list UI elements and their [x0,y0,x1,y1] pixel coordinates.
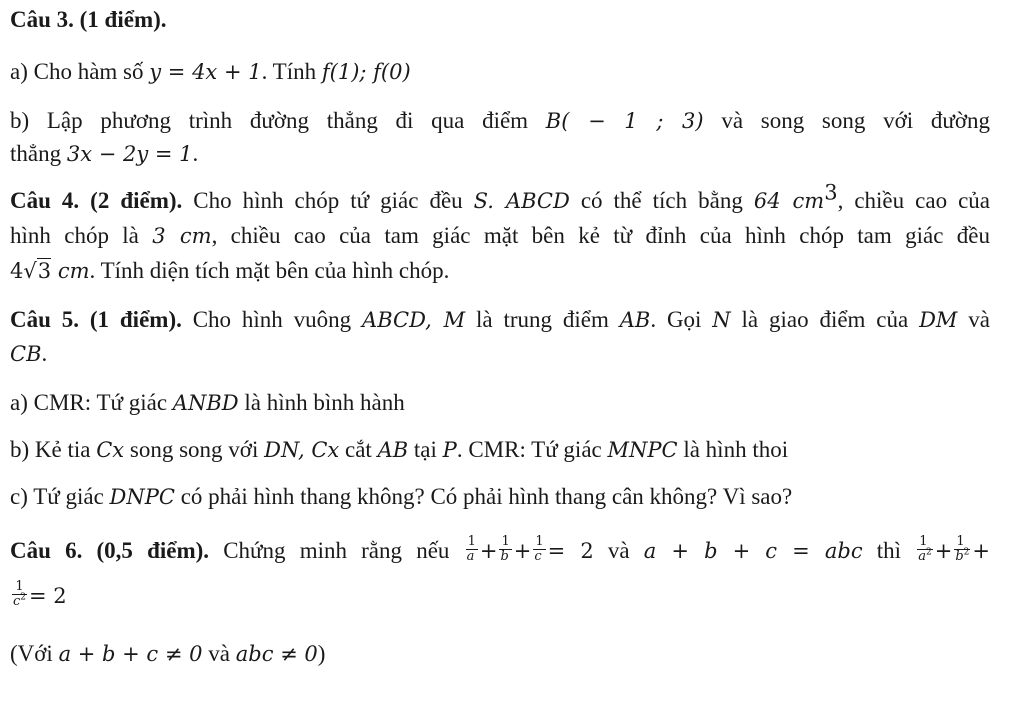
q5-a-line [10,389,405,417]
q3-b-line2-text: thẳng [10,141,67,166]
q5-b-line [10,436,788,464]
plus-sign: + [972,539,990,563]
q4-l2-a: hình chóp là [10,223,153,248]
q3-a-tail: . Tính [261,59,322,84]
equals-two: = 2 [29,584,67,608]
q3-b-point: B( − 1 ; 3) [545,109,704,133]
q6-line1 [10,534,990,567]
plus-sign: + [513,539,532,563]
q6-note-line [10,640,325,668]
q5-ab: AB [619,308,651,332]
q5-l1-c: . Gọi [650,307,713,332]
q5-b-cx: Cx [96,438,125,462]
q4-radicand: 3 [37,259,52,283]
q5-title: Câu 5. (1 điểm). [10,307,182,332]
fraction-1-over-b-squared: $\frac{1}{b^2}$ [955,534,970,565]
q4-height: 3 cm [152,224,212,248]
q5-line1 [10,306,990,334]
q5-b-post: là hình thoi [677,437,789,462]
q4-pyramid-name: S. ABCD [473,189,570,213]
q6-line2 [10,579,67,612]
q6-note-end: ) [317,641,326,666]
q5-line2 [10,340,47,368]
q6-l1-c: thì [862,538,916,563]
q5-c-line [10,483,792,511]
plus-sign: + [479,539,498,563]
q5-l2-tail: . [41,341,48,366]
q5-b-pre: b) Kẻ tia [10,437,97,462]
q5-l1-d: là giao điểm của [730,307,920,332]
equals-two: = 2 [547,539,594,563]
q4-title: Câu 4. (2 điểm). [10,188,183,213]
q5-c-pre: c) Tứ giác [10,484,110,509]
q3-a-fn: y = 4x + 1 [149,60,262,84]
q5-cb: CB [10,342,42,366]
q4-coef: 4 [10,259,24,283]
q6-title: Câu 6. (0,5 điểm). [10,538,210,563]
q3-title: Câu 3. (1 điểm). [10,7,167,32]
q5-dm: DM [919,308,958,332]
q4-l2-b: , chiều cao của tam giác mặt bên kẻ từ đỉnh của hình chóp tam giác đều [211,223,990,248]
q3-title-line [10,6,167,34]
q6-note-cond1: a + b + c ≠ 0 [58,642,203,666]
q4-unit: cm [51,259,90,283]
fraction-1-over-b: $\frac{1}{b}$ [500,534,510,565]
q5-b-dn: DN, Cx [264,438,340,462]
q3-b-line2-tail: . [192,141,199,166]
q5-b-quad: MNPC [607,438,678,462]
q4-root-sign: √ [23,259,37,283]
q3-b-line1 [10,107,990,135]
q6-note-b: và [202,641,236,666]
q3-b-text: b) Lập phương trình đường thẳng đi qua điểm [10,108,546,133]
q6-note-cond2: abc ≠ 0 [235,642,318,666]
q3-a-calc: f(1); f(0) [321,60,411,84]
q4-l3-tail: . Tính diện tích mặt bên của hình chóp. [89,258,450,283]
q3-b-line2 [10,140,198,168]
q4-l1-mid: có thể tích bằng [569,188,754,213]
q4-line1 [10,180,990,215]
fraction-1-over-a-squared: $\frac{1}{a^2}$ [918,534,932,565]
q5-b-mid4: . CMR: Tứ giác [456,437,608,462]
q5-square: ABCD, M [362,308,466,332]
q3-b-tail: và song song với đường [703,108,990,133]
q5-l1-e: và [957,307,990,332]
q6-l1-a: Chứng minh rằng nếu [209,538,464,563]
q4-volume: 64 cm [753,189,825,213]
q5-c-post: có phải hình thang không? Có phải hình thang cân không? Vì sao? [174,484,793,509]
q3-b-eq: 3x − 2y = 1 [66,142,193,166]
q5-a-pre: a) CMR: Tứ giác [10,390,173,415]
fraction-1-over-a: $\frac{1}{a}$ [466,534,476,565]
q4-l1-tail: , chiều cao của [837,188,990,213]
q6-condition: a + b + c = abc [643,539,863,563]
fraction-1-over-c-squared: $\frac{1}{c^2}$ [13,579,27,610]
fraction-1-over-c: $\frac{1}{c}$ [534,534,544,565]
q5-a-post: là hình bình hành [238,390,405,415]
q5-l1-b: là trung điểm [465,307,620,332]
plus-sign: + [934,539,953,563]
q3-a-text: a) Cho hàm số [10,59,150,84]
q4-line3 [10,257,449,285]
q3-a-line [10,58,411,86]
q5-b-mid3: tại [408,437,443,462]
q5-b-mid1: song song với [124,437,265,462]
q5-n: N [712,308,731,332]
q5-a-quad: ANBD [172,391,239,415]
q6-l1-b: và [593,538,644,563]
q5-b-ab: AB [377,438,409,462]
q5-c-quad: DNPC [109,485,175,509]
q4-line2 [10,222,990,250]
q5-b-mid2: cắt [339,437,378,462]
q5-b-p: P [442,438,457,462]
q6-note-a: (Với [10,641,59,666]
q4-l1-text: Cho hình chóp tứ giác đều [182,188,474,213]
q5-l1-a: Cho hình vuông [181,307,363,332]
q4-volume-exp: 3 [824,180,838,205]
